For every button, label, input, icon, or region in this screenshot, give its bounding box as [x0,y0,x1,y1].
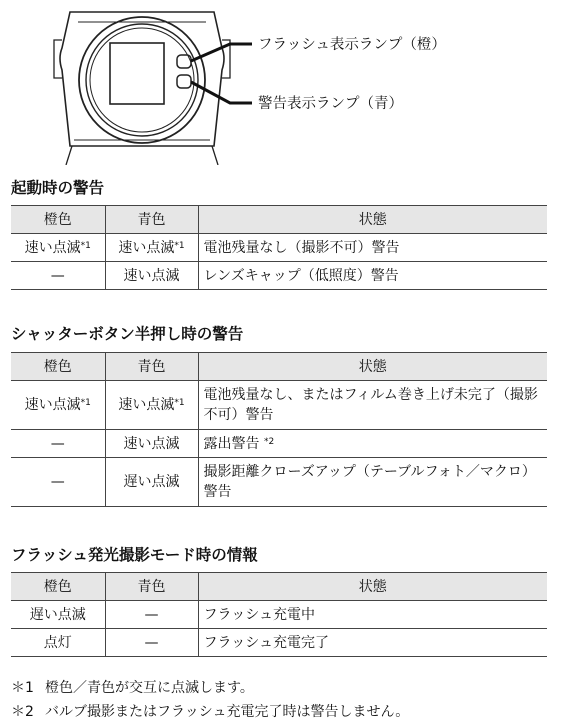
table-row [11,381,547,430]
cell-orange: 速い点滅$^{*1}$ [11,381,105,430]
table-header-row [11,353,547,381]
footnote-1 [11,677,254,697]
section-title-startup: 起動時の警告 [11,179,105,197]
header-state: 状態 [198,353,547,381]
header-blue: 青色 [105,206,198,234]
cell-orange: — [11,262,105,290]
cell-state: フラッシュ充電完了 [198,629,547,657]
cell-blue: 速い点滅$^{*1}$ [105,381,198,430]
header-blue: 青色 [105,353,198,381]
cell-state: 電池残量なし、またはフィルム巻き上げ未完了（撮影不可）警告 [198,381,547,430]
section-title-half-press: シャッターボタン半押し時の警告 [11,325,244,343]
cell-blue: — [105,601,198,629]
cell-orange: — [11,430,105,458]
half-press-warning-table [11,352,547,507]
cell-blue: 遅い点滅 [105,458,198,507]
header-orange: 橙色 [11,573,105,601]
orange-lamp-callout: フラッシュ表示ランプ（橙） [258,37,446,53]
viewfinder-diagram [0,0,565,165]
cell-orange: 速い点滅$^{*1}$ [11,234,105,262]
table-row [11,629,547,657]
table-row [11,234,547,262]
cell-orange: 遅い点滅 [11,601,105,629]
table-header-row [11,206,547,234]
header-blue: 青色 [105,573,198,601]
cell-state: 電池残量なし（撮影不可）警告 [198,234,547,262]
cell-blue: — [105,629,198,657]
header-state: 状態 [198,206,547,234]
blue-lamp-callout: 警告表示ランプ（青） [258,96,403,112]
table-header-row [11,573,547,601]
flash-mode-info-table [11,572,547,657]
cell-state: フラッシュ充電中 [198,601,547,629]
startup-warning-table [11,205,547,290]
cell-blue: 速い点滅 [105,262,198,290]
cell-blue: 速い点滅$^{*1}$ [105,234,198,262]
header-orange: 橙色 [11,206,105,234]
header-orange: 橙色 [11,353,105,381]
table-row [11,458,547,507]
cell-orange: — [11,458,105,507]
footnote-mark: ＊2 [11,704,34,720]
footnote-text: 橙色／青色が交互に点滅します。 [45,680,254,696]
cell-state: レンズキャップ（低照度）警告 [198,262,547,290]
cell-state: 露出警告 $^{*2}$ [198,430,547,458]
table-row [11,262,547,290]
section-title-flash-mode: フラッシュ発光撮影モード時の情報 [11,546,258,564]
table-row [11,601,547,629]
cell-blue: 速い点滅 [105,430,198,458]
footnote-mark: ＊1 [11,680,34,696]
footnote-text: バルブ撮影またはフラッシュ充電完了時は警告しません。 [45,704,410,720]
footnote-2 [11,701,409,721]
table-row [11,430,547,458]
header-state: 状態 [198,573,547,601]
cell-orange: 点灯 [11,629,105,657]
cell-state: 撮影距離クローズアップ（テーブルフォト／マクロ）警告 [198,458,547,507]
